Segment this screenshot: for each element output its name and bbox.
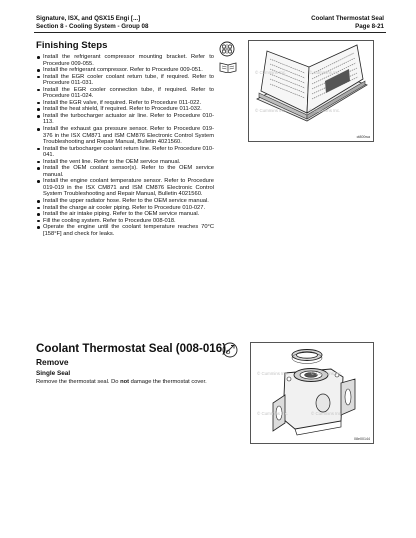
finishing-step: Install the turbocharger actuator air line. Refer to Procedure 010-113. xyxy=(36,113,214,126)
finishing-step: Install the heat shield, If required. Refer to Procedure 011-032. xyxy=(36,106,214,113)
manual-title: Signature, ISX, and QSX15 Engi [...] xyxy=(36,15,141,22)
figure-code: 08e00144 xyxy=(354,437,370,441)
manual-reference-icon xyxy=(219,61,237,73)
finishing-step: Install the refrigerant compressor. Refer to Procedure 009-051. xyxy=(36,67,214,74)
open-manual-illustration xyxy=(249,41,373,141)
running-header-left xyxy=(36,15,148,30)
thermostat-seal-figure xyxy=(250,342,374,444)
finishing-step: Install the upper radiator hose. Refer to the OEM service manual. xyxy=(36,198,214,205)
finishing-step: Install the air intake piping. Refer to the OEM service manual. xyxy=(36,211,214,218)
manual-figure xyxy=(248,40,374,142)
emphasis-not: not xyxy=(120,379,130,385)
watermark: © Cummins Inc. xyxy=(309,70,341,75)
finishing-step: Install the engine coolant temperature sensor. Refer to Procedure 019-019 in the ISX CM871 and ISM CM876 Electronic Control System Troubleshooting and Repair Manual, Bulletin 4021560. xyxy=(36,178,214,198)
finishing-step: Install the EGR valve, if required. Refer to Procedure 011-022. xyxy=(36,100,214,107)
finishing-step: Operate the engine until the coolant temperature reaches 70°C [158°F] and check for leaks. xyxy=(36,224,214,237)
finishing-step: Install the EGR cooler connection tube, if required. Refer to Procedure 011-024. xyxy=(36,87,214,100)
procedure-title: Coolant Thermostat Seal xyxy=(311,15,384,22)
finishing-step: Install the EGR cooler coolant return tube, if required. Refer to Procedure 011-031. xyxy=(36,74,214,87)
tools-icon xyxy=(218,41,236,57)
running-header-right xyxy=(311,15,384,30)
finishing-step: Install the exhaust gas pressure sensor. Refer to Procedure 019-376 in the ISX CM871 and ISM CM876 Electronic Control System Troubleshooting and Repair Manual, Bulletin 4021560. xyxy=(36,126,214,146)
page-number: Page 8-21 xyxy=(355,22,384,30)
remove-heading: Remove xyxy=(36,357,69,367)
header-rule xyxy=(34,32,386,33)
finishing-step: Fill the cooling system. Refer to Procedure 008-018. xyxy=(36,218,214,225)
watermark: © Cummins Inc. xyxy=(257,411,289,416)
watermark: © Cummins Inc. xyxy=(311,371,343,376)
watermark: © Cummins Inc. xyxy=(255,70,287,75)
figure-code: ct800wa xyxy=(356,135,370,139)
finishing-steps-heading: Finishing Steps xyxy=(36,40,108,51)
thermostat-housing-illustration xyxy=(251,343,373,443)
single-seal-heading: Single Seal xyxy=(36,370,71,377)
remove-instruction: Remove the thermostat seal. Do not damage the thermostat cover. xyxy=(36,379,207,385)
watermark: © Cummins Inc. xyxy=(309,108,341,113)
finishing-step: Install the refrigerant compressor mounting bracket. Refer to Procedure 009-055. xyxy=(36,54,214,67)
watermark: © Cummins Inc. xyxy=(255,108,287,113)
finishing-step: Install the OEM coolant sensor(s). Refer to the OEM service manual. xyxy=(36,165,214,178)
watermark: © Cummins Inc. xyxy=(257,371,289,376)
finishing-steps-list xyxy=(36,54,214,237)
watermark: © Cummins Inc. xyxy=(311,411,343,416)
section-title: Coolant Thermostat Seal (008-016) xyxy=(36,342,227,355)
remove-part-icon xyxy=(222,342,238,358)
finishing-step: Install the turbocharger coolant return line. Refer to Procedure 010-041. xyxy=(36,146,214,159)
finishing-step: Install the vent line. Refer to the OEM service manual. xyxy=(36,159,214,166)
section-label: Section 8 - Cooling System - Group 08 xyxy=(36,22,149,30)
finishing-step: Install the charge air cooler piping. Refer to Procedure 010-027. xyxy=(36,205,214,212)
